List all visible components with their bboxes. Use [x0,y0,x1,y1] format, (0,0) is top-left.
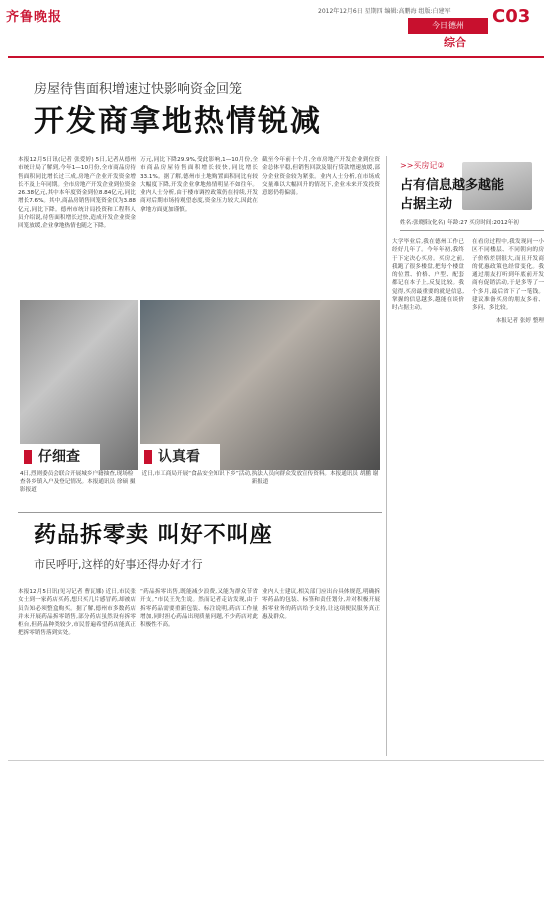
photo-left-label: 仔细查 [38,449,80,465]
dateline: 2012年12月6日 星期四 编辑:高鹏海 组版:白建军 [318,8,451,15]
label-accent-bar [144,450,152,464]
article2-column-1: 本报12月5日讯(见习记者 曹瓦娜) 近日,市民张女士到一家药店买药,想只买几片感冒药,却被店员告知必须整盒购买。据了解,德州市多数药店并未开展药品拆零销售,部分药店虽然设有拆零柜台,但药品种类较少,市民普遍希望药店能真正把拆零销售落到实处。 [18,589,136,637]
article2-column-2: “药品拆零出售,既能减少浪费,又能为群众节省开支。”市民王先生说。然而记者走访发现,由于拆零药品需要重新包装、标注说明,药店工作量增加,同时担心药品出现质量问题,不少药店对此积极性不高。 [140,589,258,629]
article1-column-2: 万元,同比下降29.9%,受此影响,1—10月份,全市商品房屋待售面积增长较快,同比增长33.1%。据了解,德州市土地购置面积同比有较大幅度下降,开发企业拿地热情明显不如往年。业内人士分析,由于楼市调控政策仍在持续,开发商对后期市场持观望态度,资金压力较大,因此在拿地方面更加谨慎。 [140,157,258,213]
article2-title: 药品拆零卖 叫好不叫座 [34,523,273,548]
bottom-rule [8,760,544,761]
photo-right-label: 认真看 [158,449,200,465]
column-series-tag: >>买房记② [400,161,445,170]
column-body-2-text: 在看房过程中,我发现同一小区不同楼层、不同朝向的房子价格差别很大,而且开发商的优惠政策也经常变化。我通过朋友打听到年底前开发商有促销活动,于是多等了一个多月,最后省下了一笔钱。建议准备买房的朋友多看、多问、多比较。 [472,239,544,312]
column-body-2 [472,238,544,758]
photo-officers [140,300,380,470]
page-code: C03 [492,6,531,27]
label-accent-bar [24,450,32,464]
divider [18,512,382,513]
article2-subtitle: 市民呼吁,这样的好事还得办好才行 [34,558,203,571]
column-signoff: 本报记者 张婷 整理 [495,317,544,324]
photo-right-label-box [140,444,220,470]
section-name: 综合 [444,36,466,49]
section-bar: 今日德州 [408,18,488,34]
column-title: 占有信息越多越能占据主动 [400,178,505,212]
article1-subtitle: 房屋待售面积增速过快影响资金回笼 [34,82,243,97]
article1-column-1: 本报12月5日讯(记者 张爱婷) 5日,记者从德州市统计局了解到,今年1—10月份,全市商品房待售面积同比增长过三成,房地产企业开发资金增长不及上年同期。全市房地产开发企业到位资金26.38亿元,其中本年度资金到位8.84亿元,同比增长7.6%。其中,商品房销售回笼资金仅为3.88亿元,同比下降。德州市统计局投资和工程科人员介绍说,待售面积增长过快,造成开发企业资金回笼放缓,企业拿地热情也随之下降。 [18,157,136,230]
photo-left-label-box [20,444,100,470]
article2-column-3: 业内人士建议,相关部门应出台具体规范,明确拆零药品的包装、标签和责任划分,并对积极开展拆零业务的药店给予支持,让这项便民服务真正惠及群众。 [262,589,380,620]
column-byline: 姓名:张晓阳(化名) 年龄:27 买房时间:2012年初 [400,218,544,231]
photo-inspection [20,300,138,470]
column-body-1: 大学毕业后,我在德州工作已经好几年了。今年年初,我终于下定决心买房。买房之前,我跑了很多楼盘,把每个楼盘的位置、价格、户型、配套都记在本子上,反复比较。我觉得,买房最重要的就是信息,掌握的信息越多,越能在谈价时占据主动。 [392,239,464,312]
masthead-logo: 齐鲁晚报 [6,10,63,25]
top-rule [8,56,544,58]
column-divider [386,156,387,756]
photo-left-caption: 4日,烈则委员会联合开展城乡户籍抽查,现场检查各乡镇入户及登记情况。本报通讯员 徐硕 摄影报道 [20,471,136,493]
photo-right-caption: 近日,市工商局开展“食品安全知识下乡”活动,执法人员向群众发放宣传资料。本报通讯员 胡鹏 谢新报道 [141,471,379,485]
article1-title: 开发商拿地热情锐减 [34,104,322,139]
article1-column-3: 截至今年前十个月,全市房地产开发企业到位资金总体平稳,但销售回款及银行贷款增速放缓,部分企业资金较为紧张。业内人士分析,在市场成交量难以大幅回升的情况下,企业未来开发投资意愿仍将偏弱。 [262,157,380,197]
